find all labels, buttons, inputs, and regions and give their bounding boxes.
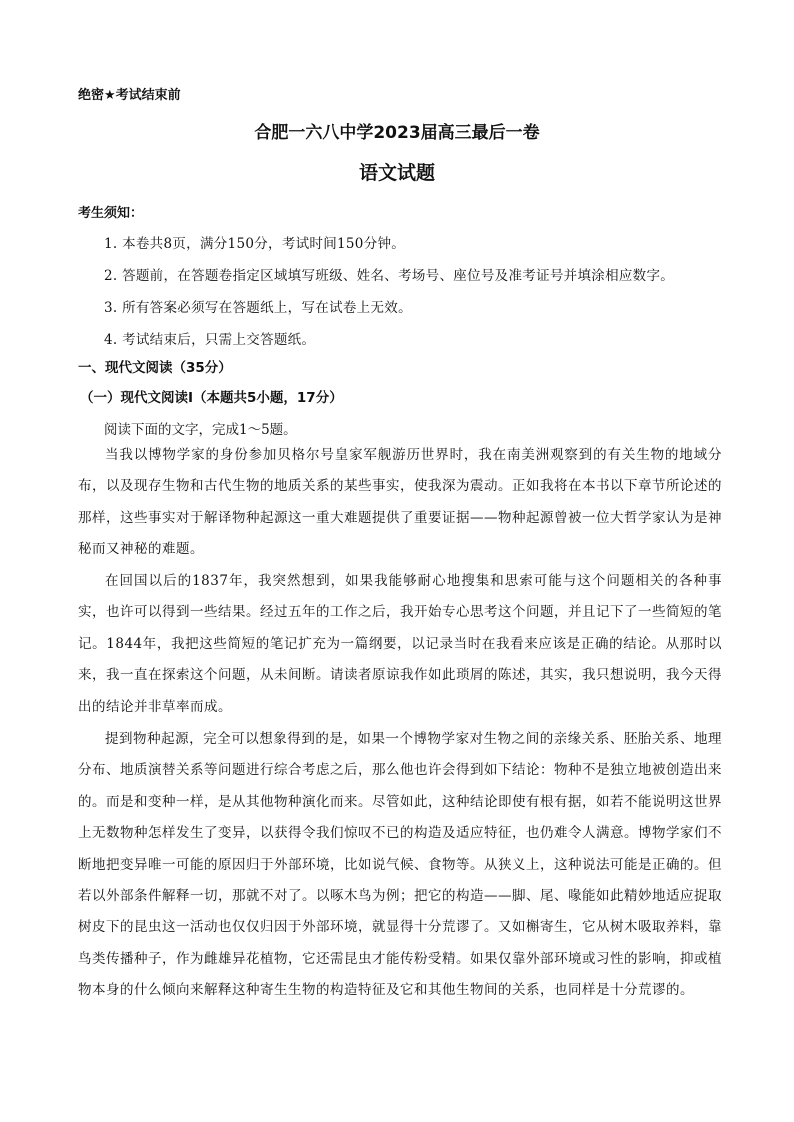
passage-paragraph: 提到物种起源，完全可以想象得到的是，如果一个博物学家对生物之间的亲缘关系、胚胎关系、地理分布、地质演替关系等问题进行综合考虑之后，那么他也许会得到如下结论：物种不是独立地被创造出来的。而是和变种一样，是从其他物种演化而来。尽管如此，这种结论即使有根有据，如若不能说明这世界上无数物种怎样发生了变异，以获得令我们惊叹不已的构造及适应特征，也仍难令人满意。博物学家们不断地把变异唯一可能的原因归于外部环境，比如说气候、食物等。从狭义上，这种说法可能是正确的。但若以外部条件解释一切，那就不对了。以啄木鸟为例；把它的构造——脚、尾、喙能如此精妙地适应捉取树皮下的昆虫这一活动也仅仅归因于外部环境，就显得十分荒谬了。又如槲寄生，它从树木吸取养料，靠鸟类传播种子，作为雌雄异花植物，它还需昆虫才能传粉受精。如果仅靠外部环境或习性的影响，抑或植物本身的什么倾向来解释这种寄生生物的构造特征及它和其他生物间的关系，也同样是十分荒谬的。 — [78, 731, 722, 999]
secret-label: 绝密★考试结束前 — [78, 88, 181, 103]
notice-item: 4. 考试结束后，只需上交答题纸。 — [104, 332, 316, 348]
notice-item: 1. 本卷共8页，满分150分，考试时间150分钟。 — [104, 236, 406, 252]
passage-paragraph: 在回国以后的1837年，我突然想到，如果我能够耐心地搜集和思索可能与这个问题相关的各种事实，也许可以得到一些结果。经过五年的工作之后，我开始专心思考这个问题，并且记下了一些简短的笔记。1844年，我把这些简短的笔记扩充为一篇纲要，以记录当时在我看来应该是正确的结论。从那时以来，我一直在探索这个问题，从未间断。请读者原谅我作如此琐屑的陈述，其实，我只想说明，我今天得出的结论并非草率而成。 — [78, 573, 722, 715]
notice-heading: 考生须知： — [78, 206, 144, 221]
section-heading: 一、现代文阅读（35分） — [78, 360, 232, 376]
notice-item: 2. 答题前，在答题卷指定区域填写班级、姓名、考场号、座位号及准考证号并填涂相应数字。 — [104, 268, 675, 284]
exam-title: 合肥一六八中学2023届高三最后一卷 — [254, 123, 540, 143]
subsection-heading: （一）现代文阅读Ⅰ（本题共5小题，17分） — [80, 390, 343, 406]
passage-paragraph: 当我以博物学家的身份参加贝格尔号皇家军舰游历世界时，我在南美洲观察到的有关生物的地域分布，以及现存生物和古代生物的地质关系的某些事实，使我深为震动。正如我将在本书以下章节所论述的那样，这些事实对于解译物种起源这一重大难题提供了重要证据——物种起源曾被一位大哲学家认为是神秘而又神秘的难题。 — [78, 447, 722, 558]
reading-instruction: 阅读下面的文字，完成1～5题。 — [104, 422, 297, 438]
notice-item: 3. 所有答案必须写在答题纸上，写在试卷上无效。 — [104, 300, 412, 316]
subject-title: 语文试题 — [358, 162, 435, 184]
